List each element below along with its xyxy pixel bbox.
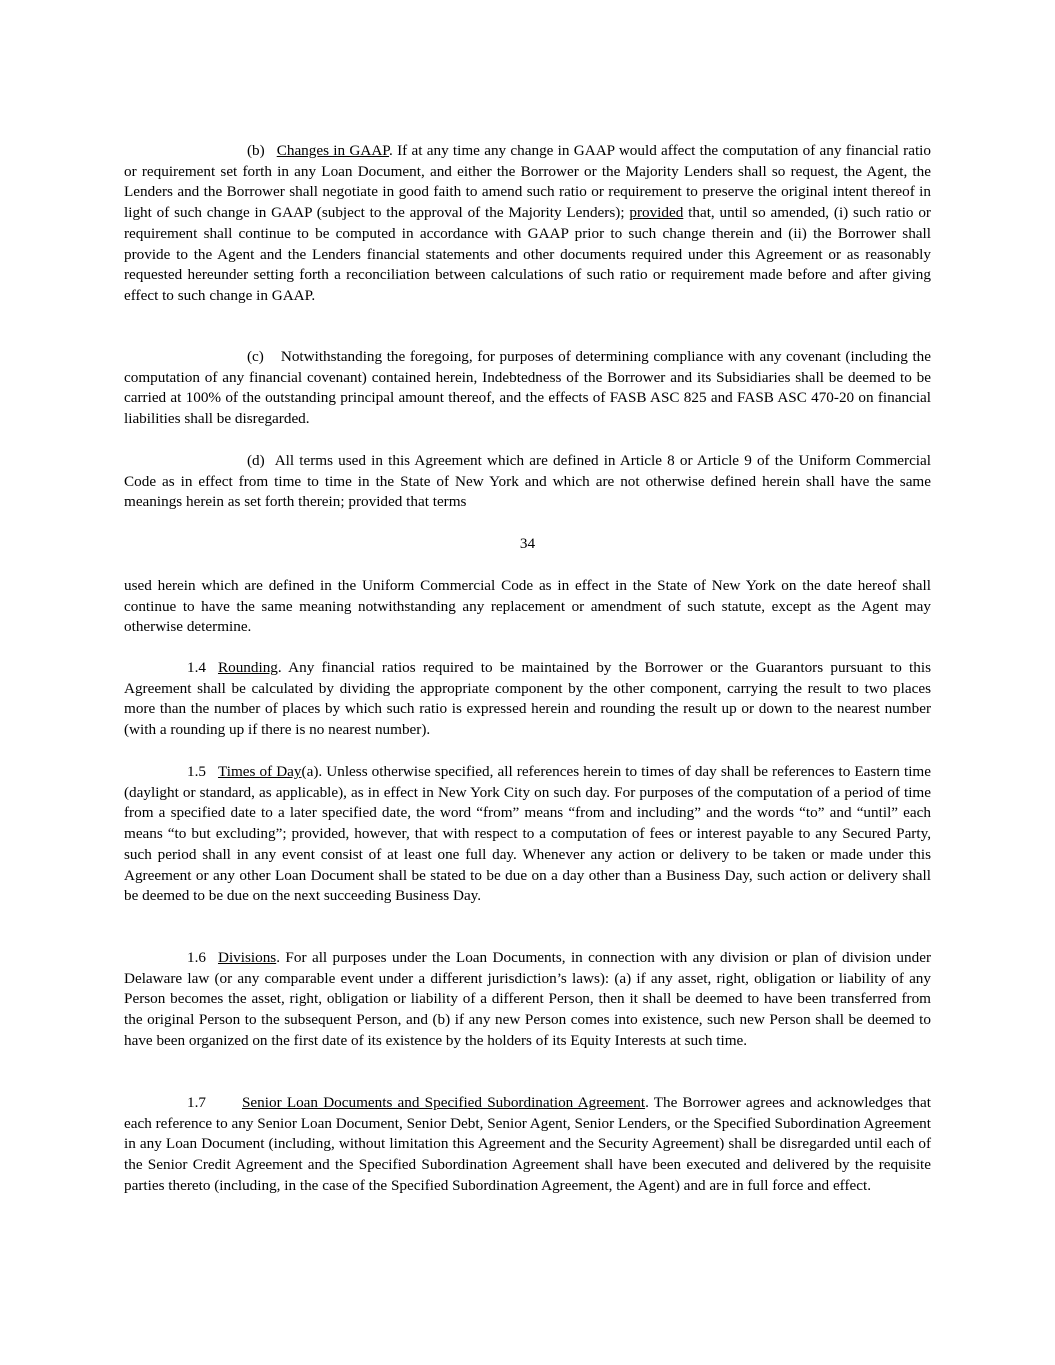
- proviso-term: provided: [629, 204, 684, 222]
- section-heading: Rounding: [217, 659, 278, 676]
- section-heading: Senior Loan Documents and Specified Subordination Agreement: [241, 1094, 646, 1111]
- paragraph-c-notwithstanding: [124, 347, 931, 430]
- paragraph-d-terms: [124, 451, 931, 513]
- paragraph-text: Notwithstanding the foregoing, for purposes of determining compliance with any covenant (including the computation of any financial covenant) contained herein, Indebtedness of the Borrower and its Subsidiaries shall be deemed to be carried at 100% of the outstanding principal amount thereof, and the effects of FASB ASC 825 and FASB ASC 470-20 on financial liabilities shall be disregarded.: [124, 348, 931, 428]
- paragraph-text: used herein which are defined in the Uniform Commercial Code as in effect in the State of New York on the date hereof shall continue to have the same meaning notwithstanding any replacement or amendment of such statute, except as the Agent may otherwise determine.: [124, 577, 931, 636]
- section-text: . For all purposes under the Loan Documents, in connection with any division or plan of division under Delaware law (or any comparable event under a different jurisdiction’s laws): (a) if any asset, right, obligation or liability of any Person becomes the asset, right, obligation or liability of a different Person, then it shall be deemed to have been transferred from the original Person to the subsequent Person, and (b) if any new Person comes into existence, such new Person shall be deemed to have been organized on the first date of its existence by the holders of its Equity Interests at such time.: [124, 949, 931, 1049]
- section-number: 1.4: [187, 659, 206, 676]
- paragraph-d-continued: [124, 576, 931, 638]
- section-number: 1.6: [187, 949, 206, 966]
- paragraph-label: (d): [247, 452, 265, 469]
- paragraph-text: . If at any time any change in GAAP would affect the computation of any financial ratio or requirement set forth in any Loan Document, and either the Borrower or the Majority Lenders shall so request, the Agent, the Lenders and the Borrower shall negotiate in good faith to amend such ratio or requirement to preserve the original intent thereof in light of such change in GAAP (subject to the approval of the Majority Lenders);: [124, 142, 931, 222]
- section-text: (a). Unless otherwise specified, all references herein to times of day shall be references to Eastern time (daylight or standard, as applicable), as in effect in New York City on such day. For purposes of the computation of a period of time from a specified date to a later specified date, the word “from” means “from and including” and the words “to” and “until” each means “to but excluding”; provided, however, that with respect to a computation of fees or interest payable to any Secured Party, such period shall in any event consist of at least one full day. Whenever any action or delivery to be taken or made under this Agreement or any other Loan Document shall be stated to be due on a day other than a Business Day, such action or delivery shall be deemed to be due on the next succeeding Business Day.: [124, 763, 931, 905]
- section-1-4-rounding: [124, 658, 931, 741]
- section-heading: Times of Day: [217, 763, 302, 780]
- section-1-5-times-of-day: [124, 762, 931, 907]
- section-number: 1.5: [187, 763, 206, 780]
- paragraph-text: All terms used in this Agreement which are defined in Article 8 or Article 9 of the Uniform Commercial Code as in effect from time to time in the State of New York and which are not otherwise defined herein shall have the same meanings herein as set forth therein; provided that terms: [124, 452, 931, 511]
- section-1-7-senior-loan-documents: [124, 1093, 931, 1197]
- section-1-6-divisions: [124, 948, 931, 1052]
- paragraph-b-changes-in-gaap: [124, 141, 931, 307]
- page-number: 34: [519, 535, 536, 552]
- section-heading: Changes in GAAP: [276, 142, 390, 159]
- section-text: . Any financial ratios required to be maintained by the Borrower or the Guarantors pursuant to this Agreement shall be calculated by dividing the appropriate component by the other component, carrying the result to two places more than the number of places by which such ratio is expressed herein and rounding the result up or down to the nearest number (with a rounding up if there is no nearest number).: [124, 659, 931, 739]
- paragraph-label: (b): [247, 142, 265, 159]
- section-number: 1.7: [187, 1094, 206, 1111]
- paragraph-label: (c): [247, 348, 264, 365]
- section-heading: Divisions: [217, 949, 277, 966]
- section-text: . The Borrower agrees and acknowledges that each reference to any Senior Loan Document, Senior Debt, Senior Agent, Senior Lenders, or the Specified Subordination Agreement in any Loan Document (including, without limitation this Agreement and the Security Agreement) shall be disregarded until each of the Senior Credit Agreement and the Specified Subordination Agreement shall have been executed and delivered by the requisite parties thereto (including, in the case of the Specified Subordination Agreement, the Agent) and are in full force and effect.: [124, 1094, 931, 1194]
- paragraph-text: that, until so amended, (i) such ratio or requirement shall continue to be computed in accordance with GAAP prior to such change therein and (ii) the Borrower shall provide to the Agent and the Lenders financial statements and other documents required under this Agreement or as reasonably requested hereunder setting forth a reconciliation between calculations of such ratio or requirement made before and after giving effect to such change in GAAP.: [124, 204, 931, 304]
